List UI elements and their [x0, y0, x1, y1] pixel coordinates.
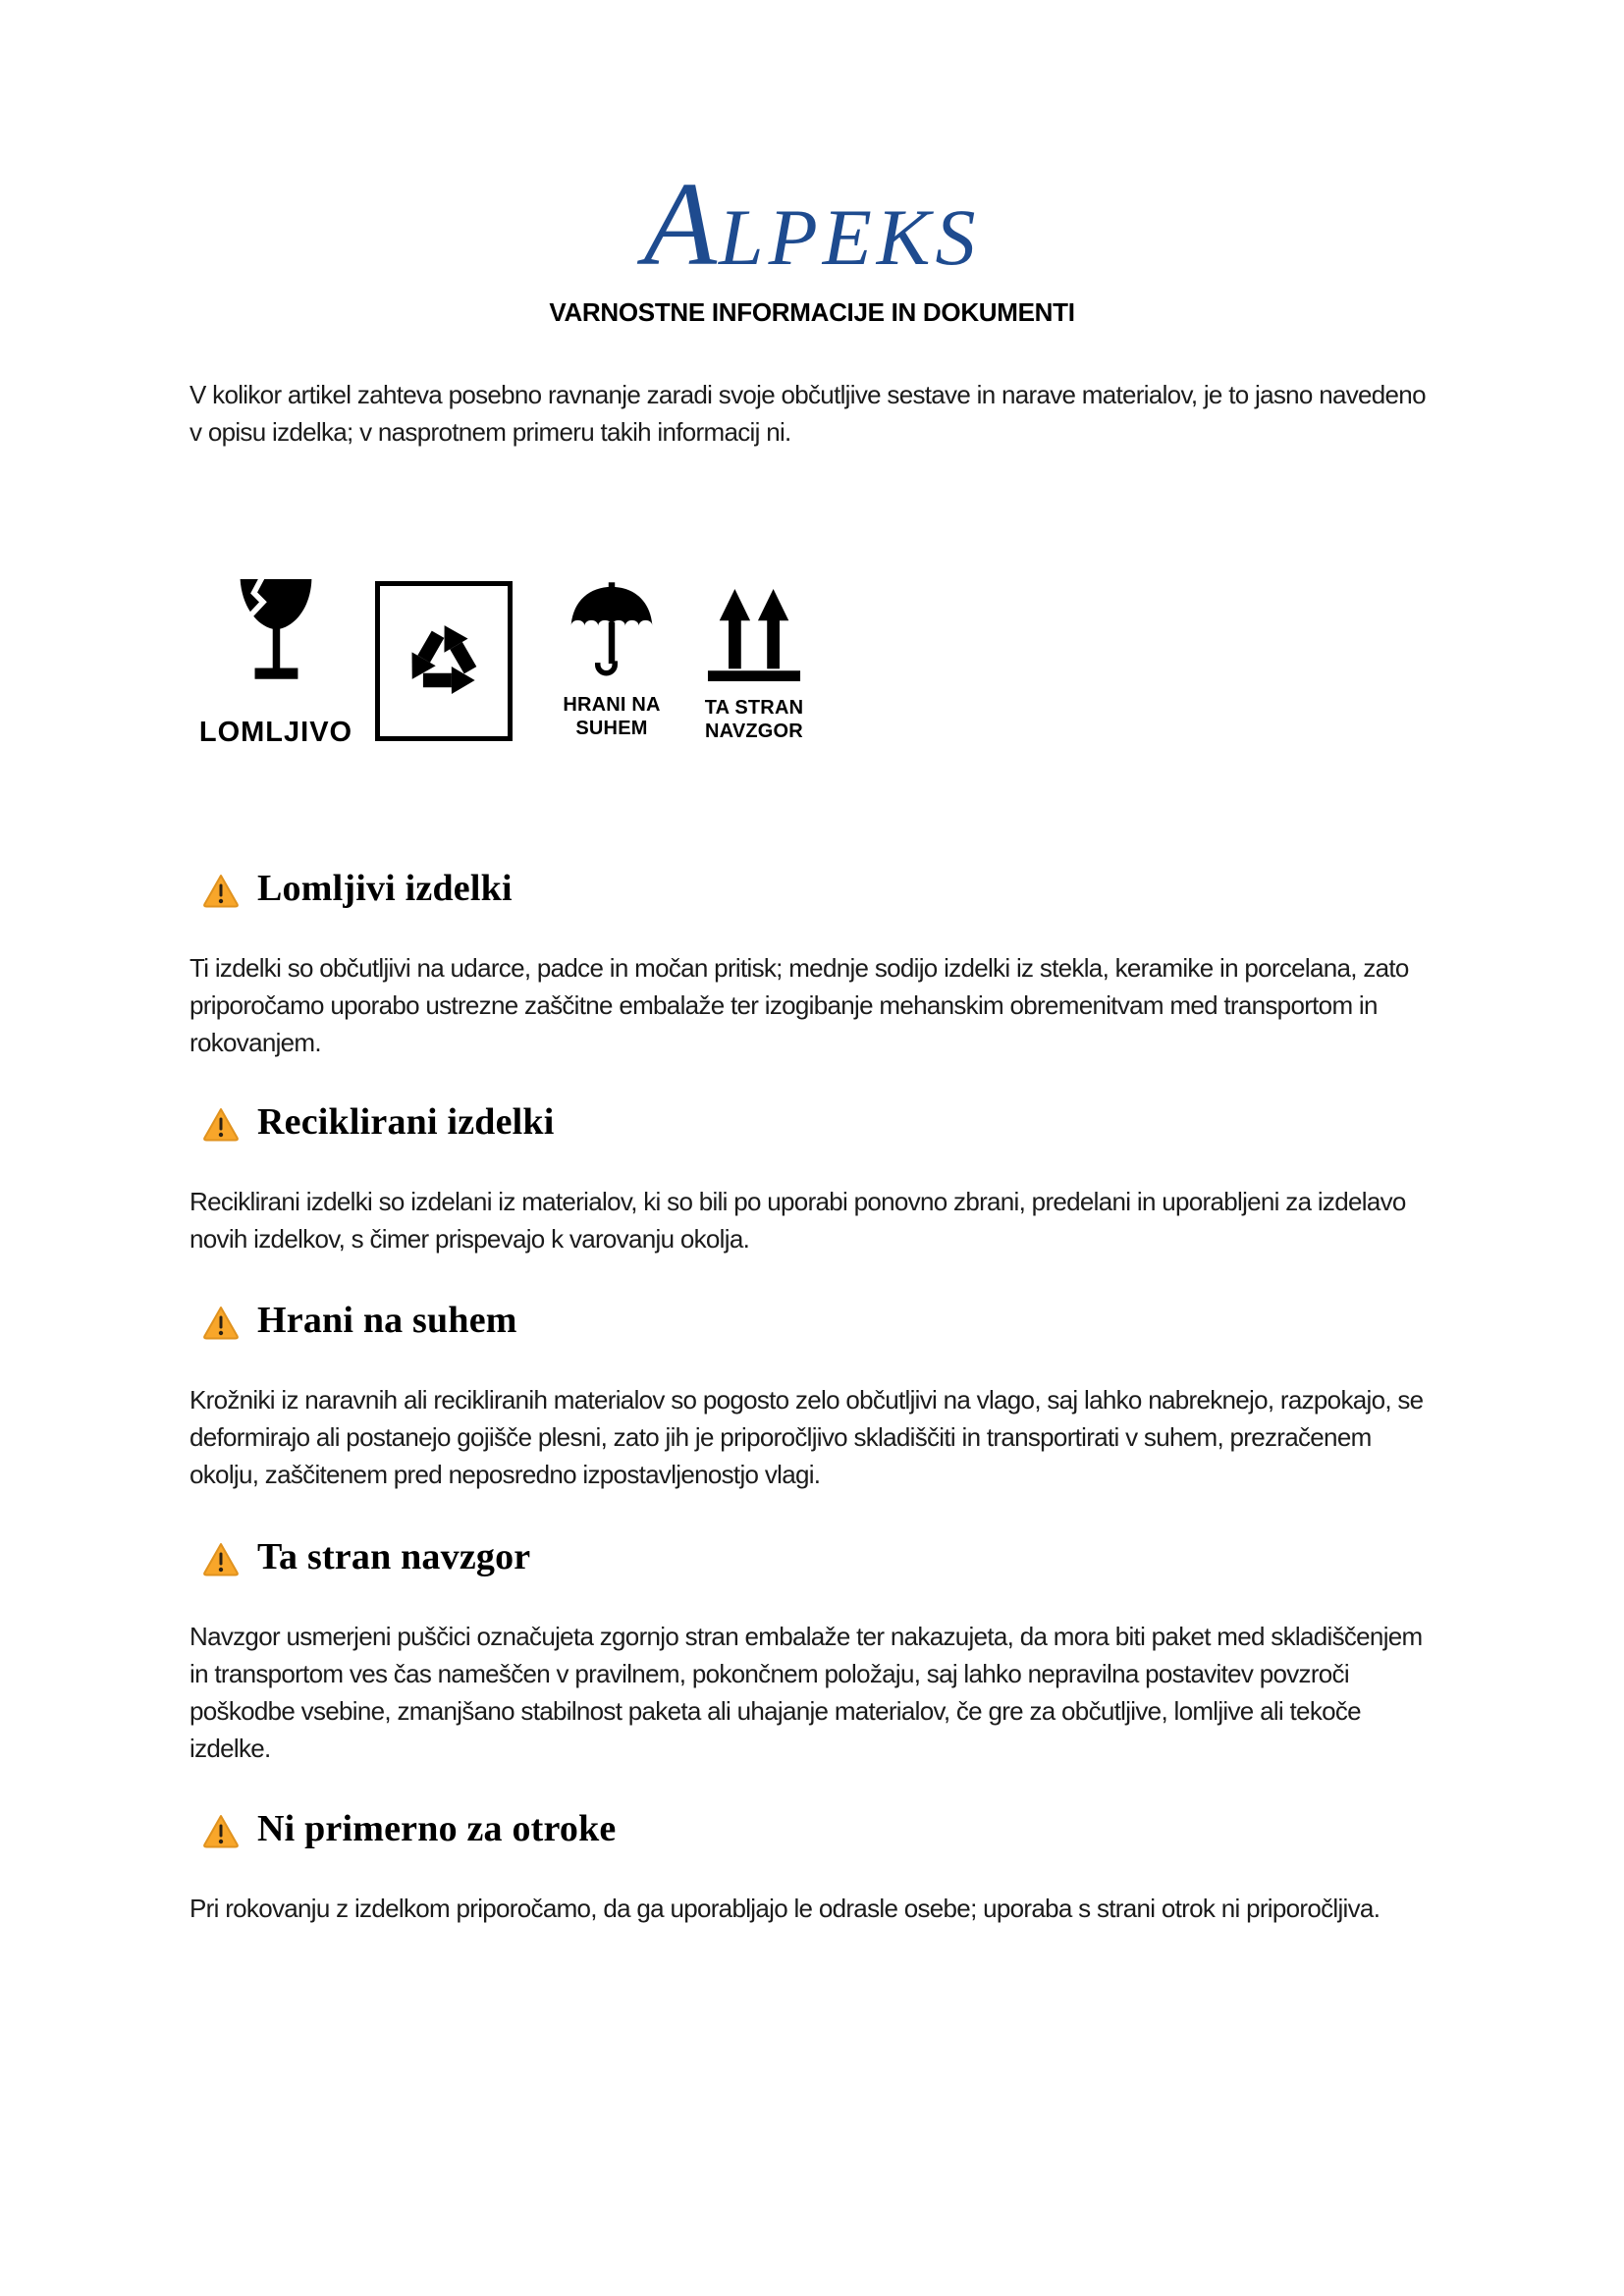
warning-icon	[201, 1813, 241, 1849]
section-title: Hrani na suhem	[257, 1300, 517, 1341]
brand-logo	[0, 158, 1624, 291]
section-recycled-products	[189, 1098, 1432, 1257]
umbrella-keep-dry-icon	[567, 582, 657, 679]
section-heading-row	[201, 1805, 1432, 1852]
section-title: Reciklirani izdelki	[257, 1101, 555, 1143]
section-heading-row	[201, 1098, 1432, 1146]
section-heading-row	[201, 1533, 1432, 1580]
section-paragraph: Reciklirani izdelki so izdelani iz materialov, ki so bili po uporabi ponovno zbrani, predelani in uporabljeni za izdelavo novih izdelkov, s čimer prispevajo k varovanju okolja.	[189, 1187, 1406, 1254]
section-title: Ta stran navzgor	[257, 1536, 531, 1577]
section-heading-row	[201, 865, 1432, 912]
section-not-for-children	[189, 1805, 1432, 1927]
this-side-up-symbol	[692, 587, 816, 743]
fragile-label: LOMLJIVO	[198, 717, 353, 748]
recycling-symbol	[375, 581, 513, 741]
section-paragraph: Ti izdelki so občutljivi na udarce, padce in močan pritisk; mednje sodijo izdelki iz stekla, keramike in porcelana, zato priporočamo uporabo ustrezne zaščitne embalaže ter izogibanje mehanskim obremenitvam med transportom in rokovanjem.	[189, 953, 1409, 1057]
warning-icon	[201, 1305, 241, 1341]
section-paragraph: Navzgor usmerjeni puščici označujeta zgornjo stran embalaže ter nakazujeta, da mora biti paket med skladiščenjem in transportom ves čas nameščen v pravilnem, pokončnem položaju, saj lahko nepravilna postavitev povzroči poškodbe vsebine, zmanjšano stabilnost paketa ali uhajanje materialov, če gre za občutljive, lomljive ali tekoče izdelke.	[189, 1622, 1423, 1763]
intro-paragraph: V kolikor artikel zahteva posebno ravnanje zaradi svoje občutljive sestave in narave materialov, je to jasno navedeno v opisu izdelka; v nasprotnem primeru takih informacij ni.	[189, 380, 1426, 447]
page-title: VARNOSTNE INFORMACIJE IN DOKUMENTI	[549, 297, 1075, 327]
section-title: Lomljivi izdelki	[257, 868, 513, 909]
fragile-symbol	[196, 577, 355, 749]
logo-first-letter: A	[643, 158, 720, 291]
section-paragraph: Pri rokovanju z izdelkom priporočamo, da ga uporabljajo le odrasle osebe; uporaba s strani otrok ni priporočljiva.	[189, 1894, 1380, 1923]
fragile-glass-icon	[235, 577, 317, 691]
recycling-icon	[389, 607, 499, 717]
section-paragraph: Krožniki iz naravnih ali recikliranih materialov so pogosto zelo občutljivi na vlago, saj lahko nabreknejo, razpokajo, se deformirajo ali postanejo gojišče plesni, zato jih je priporočljivo skladiščiti in transportirati v suhem, prezračenem okolju, zaščitenem pred neposredno izpostavljenostjo vlagi.	[189, 1385, 1424, 1489]
section-fragile-products	[189, 865, 1432, 1061]
logo-rest-letters: LPEKS	[719, 192, 981, 282]
warning-icon	[201, 1106, 241, 1143]
section-this-side-up	[189, 1533, 1432, 1767]
keep-dry-symbol	[548, 582, 676, 740]
warning-icon	[201, 873, 241, 909]
section-keep-dry	[189, 1297, 1432, 1493]
keep-dry-label: HRANI NA SUHEM	[563, 694, 661, 739]
section-heading-row	[201, 1297, 1432, 1344]
section-title: Ni primerno za otroke	[257, 1808, 617, 1849]
warning-icon	[201, 1541, 241, 1577]
this-side-up-label: TA STRAN NAVZGOR	[704, 697, 804, 742]
this-side-up-icon	[706, 587, 802, 682]
